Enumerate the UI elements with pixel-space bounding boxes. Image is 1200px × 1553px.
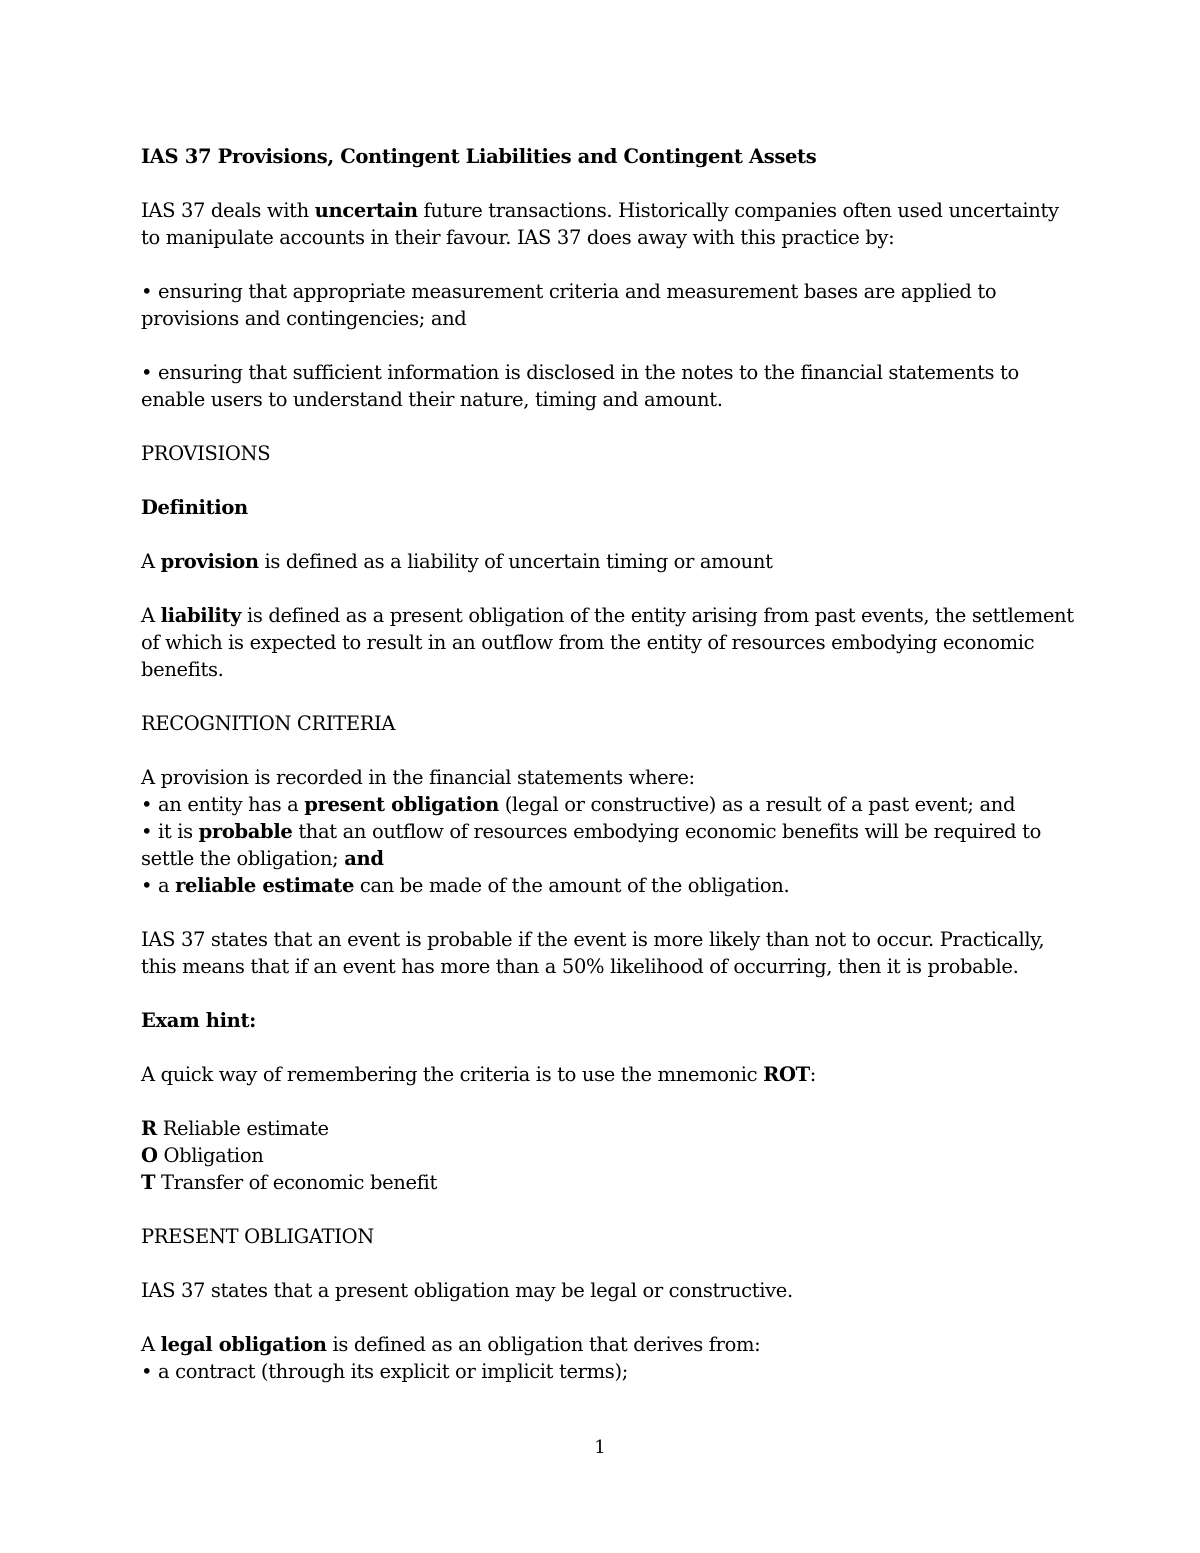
text: : bbox=[809, 1063, 816, 1086]
probable-line-1: IAS 37 states that an event is probable if the event is more likely than not to occur. Practically, bbox=[141, 928, 1045, 951]
text: A bbox=[141, 550, 161, 573]
provision-definition bbox=[141, 548, 1101, 575]
text: • it is bbox=[141, 820, 199, 843]
exam-hint-heading: Exam hint: bbox=[141, 1009, 257, 1032]
text: settle the obligation; bbox=[141, 847, 345, 870]
rot-item-t bbox=[141, 1169, 1101, 1196]
term-legal-obligation: legal obligation bbox=[160, 1333, 327, 1356]
text: (legal or constructive) as a result of a past event; and bbox=[498, 793, 1016, 816]
provisions-heading: PROVISIONS bbox=[141, 442, 271, 465]
term-rot: ROT bbox=[763, 1063, 810, 1086]
present-obligation-heading: PRESENT OBLIGATION bbox=[141, 1225, 374, 1248]
text: A quick way of remembering the criteria is to use the mnemonic bbox=[141, 1063, 764, 1086]
present-obligation-text: IAS 37 states that a present obligation may be legal or constructive. bbox=[141, 1279, 793, 1302]
mnemonic-line bbox=[141, 1061, 1101, 1088]
intro-bullet-2-line-1: • ensuring that sufficient information is disclosed in the notes to the financial statements to bbox=[141, 361, 1019, 384]
text: is defined as a present obligation of the entity arising from past events, the settlement bbox=[241, 604, 1074, 627]
rot-text: Reliable estimate bbox=[156, 1117, 329, 1140]
term-provision: provision bbox=[160, 550, 259, 573]
intro-bullet-1-line-1: • ensuring that appropriate measurement criteria and measurement bases are applied to bbox=[141, 280, 997, 303]
recognition-heading: RECOGNITION CRITERIA bbox=[141, 712, 396, 735]
rot-letter: O bbox=[141, 1144, 158, 1167]
term-probable: probable bbox=[198, 820, 293, 843]
rot-text: Transfer of economic benefit bbox=[155, 1171, 437, 1194]
term-present-obligation: present obligation bbox=[304, 793, 499, 816]
rot-item-r bbox=[141, 1115, 1101, 1142]
intro-text: IAS 37 deals with bbox=[141, 199, 315, 222]
legal-obligation-definition bbox=[141, 1331, 1101, 1358]
intro-line-2: to manipulate accounts in their favour. IAS 37 does away with this practice by: bbox=[141, 226, 895, 249]
intro-line-1 bbox=[141, 197, 1101, 224]
text: A bbox=[141, 1333, 161, 1356]
text: • a bbox=[141, 874, 176, 897]
intro-emphasis: uncertain bbox=[314, 199, 418, 222]
liability-definition-line-3: benefits. bbox=[141, 658, 224, 681]
rot-letter: T bbox=[141, 1171, 156, 1194]
term-reliable-estimate: reliable estimate bbox=[175, 874, 355, 897]
recognition-bullet-3 bbox=[141, 872, 1101, 899]
liability-definition-line-2: of which is expected to result in an outflow from the entity of resources embodying economic bbox=[141, 631, 1035, 654]
probable-line-2: this means that if an event has more than a 50% likelihood of occurring, then it is probable. bbox=[141, 955, 1019, 978]
definition-heading: Definition bbox=[141, 496, 248, 519]
recognition-bullet-2-line-2 bbox=[141, 845, 1101, 872]
rot-letter: R bbox=[141, 1117, 157, 1140]
intro-bullet-2-line-2: enable users to understand their nature, timing and amount. bbox=[141, 388, 723, 411]
text: that an outflow of resources embodying economic benefits will be required to bbox=[292, 820, 1041, 843]
liability-definition-line-1 bbox=[141, 602, 1101, 629]
text: • an entity has a bbox=[141, 793, 305, 816]
intro-text: future transactions. Historically companies often used uncertainty bbox=[417, 199, 1059, 222]
rot-item-o bbox=[141, 1142, 1101, 1169]
recognition-bullet-2-line-1 bbox=[141, 818, 1101, 845]
intro-bullet-1-line-2: provisions and contingencies; and bbox=[141, 307, 467, 330]
term-and: and bbox=[344, 847, 384, 870]
text: A bbox=[141, 604, 161, 627]
rot-text: Obligation bbox=[157, 1144, 264, 1167]
text: can be made of the amount of the obligation. bbox=[354, 874, 790, 897]
recognition-intro: A provision is recorded in the financial statements where: bbox=[141, 766, 695, 789]
recognition-bullet-1 bbox=[141, 791, 1101, 818]
legal-obligation-bullet-1: • a contract (through its explicit or implicit terms); bbox=[141, 1360, 628, 1383]
text: is defined as a liability of uncertain timing or amount bbox=[258, 550, 773, 573]
text: is defined as an obligation that derives from: bbox=[326, 1333, 761, 1356]
term-liability: liability bbox=[160, 604, 242, 627]
document-title: IAS 37 Provisions, Contingent Liabilities and Contingent Assets bbox=[141, 145, 817, 168]
page-number: 1 bbox=[594, 1437, 606, 1458]
